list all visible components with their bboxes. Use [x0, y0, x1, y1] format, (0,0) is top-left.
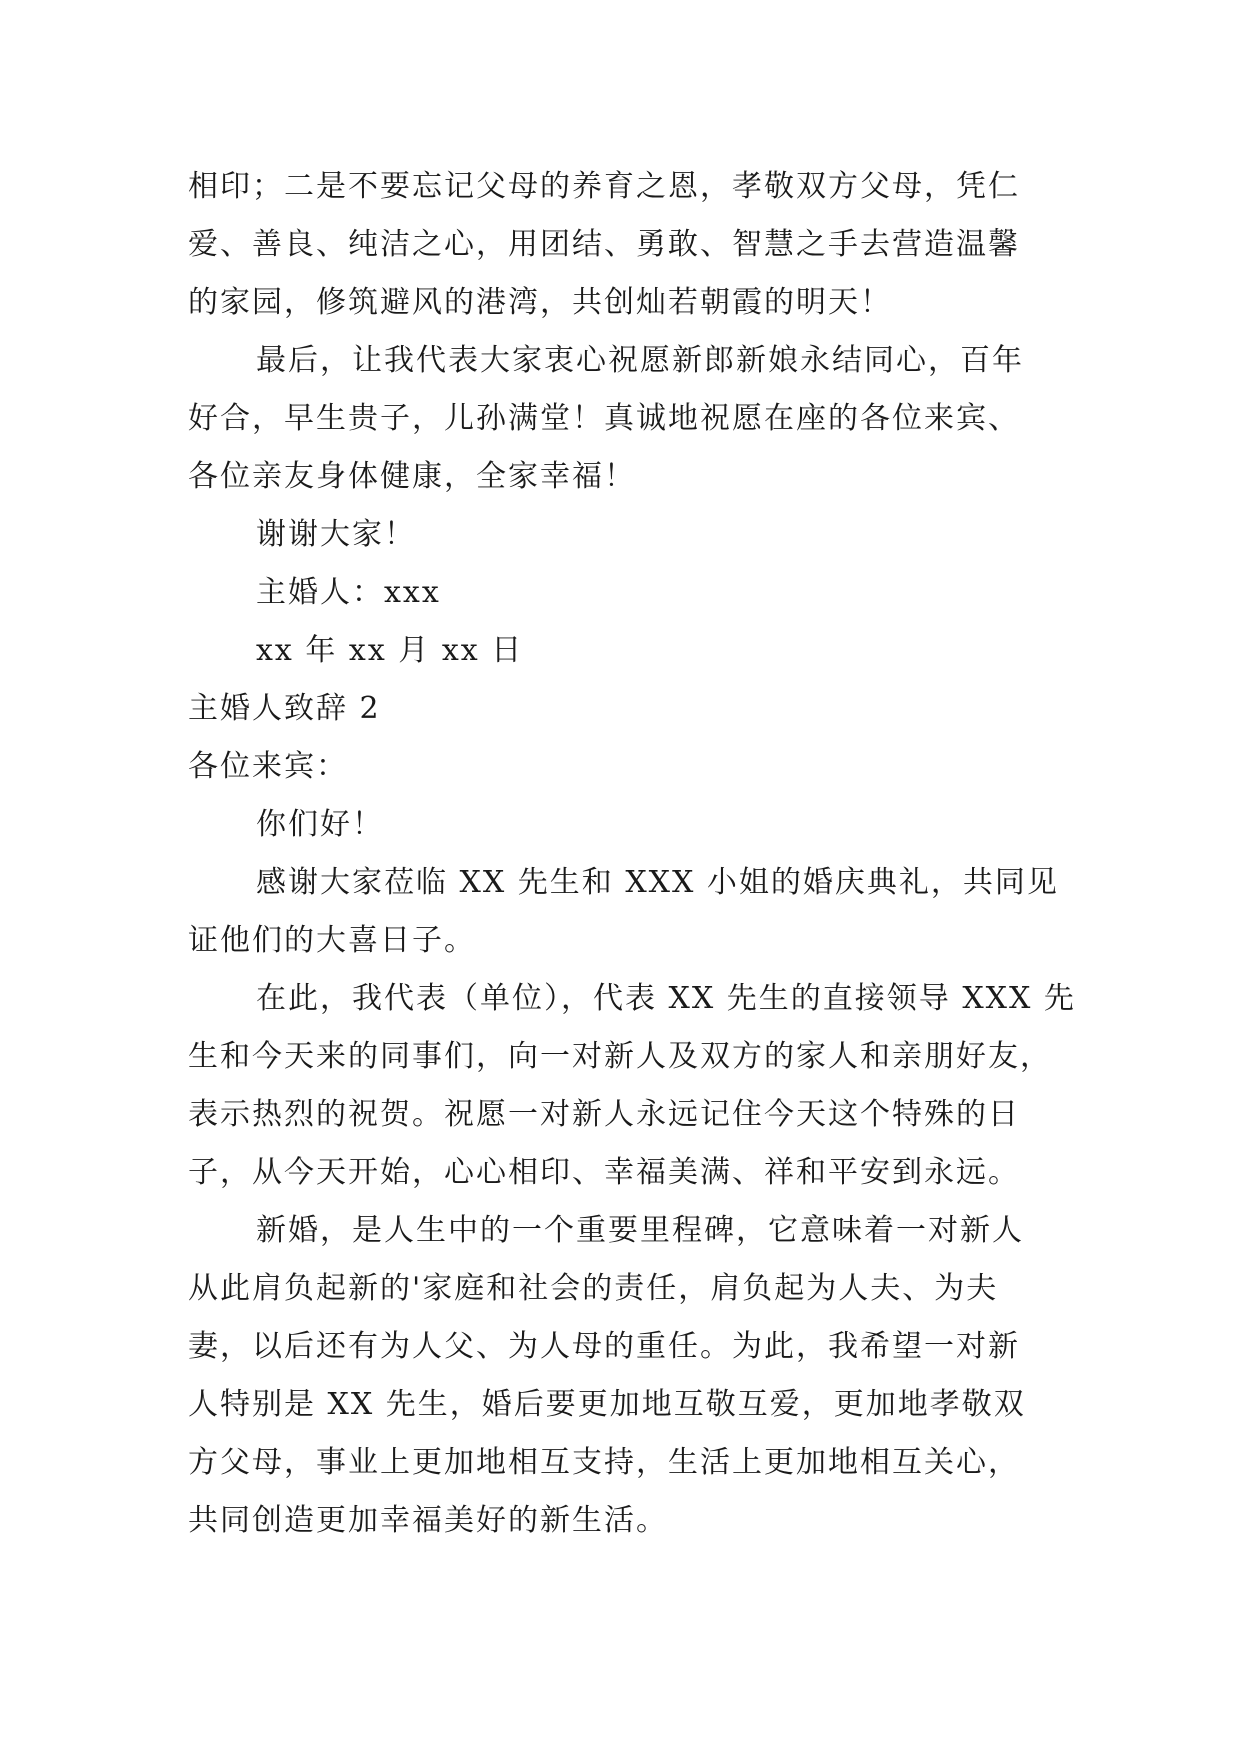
salutation: 各位来宾： [188, 749, 348, 784]
text-line: 子，从今天开始，心心相印、幸福美满、祥和平安到永远。 [188, 1155, 1020, 1190]
text-line: 人特别是 XX 先生，婚后要更加地互敬互爱，更加地孝敬双 [188, 1387, 1026, 1422]
signature-line: 主婚人：xxx [256, 575, 441, 610]
text-line: 好合，早生贵子，儿孙满堂！真诚地祝愿在座的各位来宾、 [188, 401, 1020, 436]
text-line: 相印；二是不要忘记父母的养育之恩，孝敬双方父母，凭仁 [188, 169, 1020, 204]
text-line: 生和今天来的同事们，向一对新人及双方的家人和亲朋好友， [188, 1039, 1052, 1074]
text-line: 新婚，是人生中的一个重要里程碑，它意味着一对新人 [256, 1213, 1024, 1248]
text-line: 爱、善良、纯洁之心，用团结、勇敢、智慧之手去营造温馨 [188, 227, 1020, 262]
text-line: 共同创造更加幸福美好的新生活。 [188, 1503, 668, 1538]
text-line: 的家园，修筑避风的港湾，共创灿若朝霞的明天！ [188, 285, 892, 320]
text-line: 各位亲友身体健康，全家幸福！ [188, 459, 636, 494]
text-line: 证他们的大喜日子。 [188, 923, 476, 958]
text-line: 方父母，事业上更加地相互支持，生活上更加地相互关心， [188, 1445, 1020, 1480]
text-line: 从此肩负起新的'家庭和社会的责任，肩负起为人夫、为夫 [188, 1271, 999, 1306]
section-title: 主婚人致辞 2 [188, 691, 381, 726]
thanks-line: 谢谢大家！ [256, 517, 416, 552]
text-line: 在此，我代表（单位），代表 XX 先生的直接领导 XXX 先 [256, 981, 1076, 1016]
date-line: xx 年 xx 月 xx 日 [256, 633, 524, 668]
text-line: 妻，以后还有为人父、为人母的重任。为此，我希望一对新 [188, 1329, 1020, 1364]
document-body [188, 158, 1076, 1550]
text-line: 感谢大家莅临 XX 先生和 XXX 小姐的婚庆典礼，共同见 [256, 865, 1059, 900]
text-line: 表示热烈的祝贺。祝愿一对新人永远记住今天这个特殊的日 [188, 1097, 1020, 1132]
greeting: 你们好！ [256, 807, 384, 842]
text-line: 最后，让我代表大家衷心祝愿新郎新娘永结同心，百年 [256, 343, 1024, 378]
